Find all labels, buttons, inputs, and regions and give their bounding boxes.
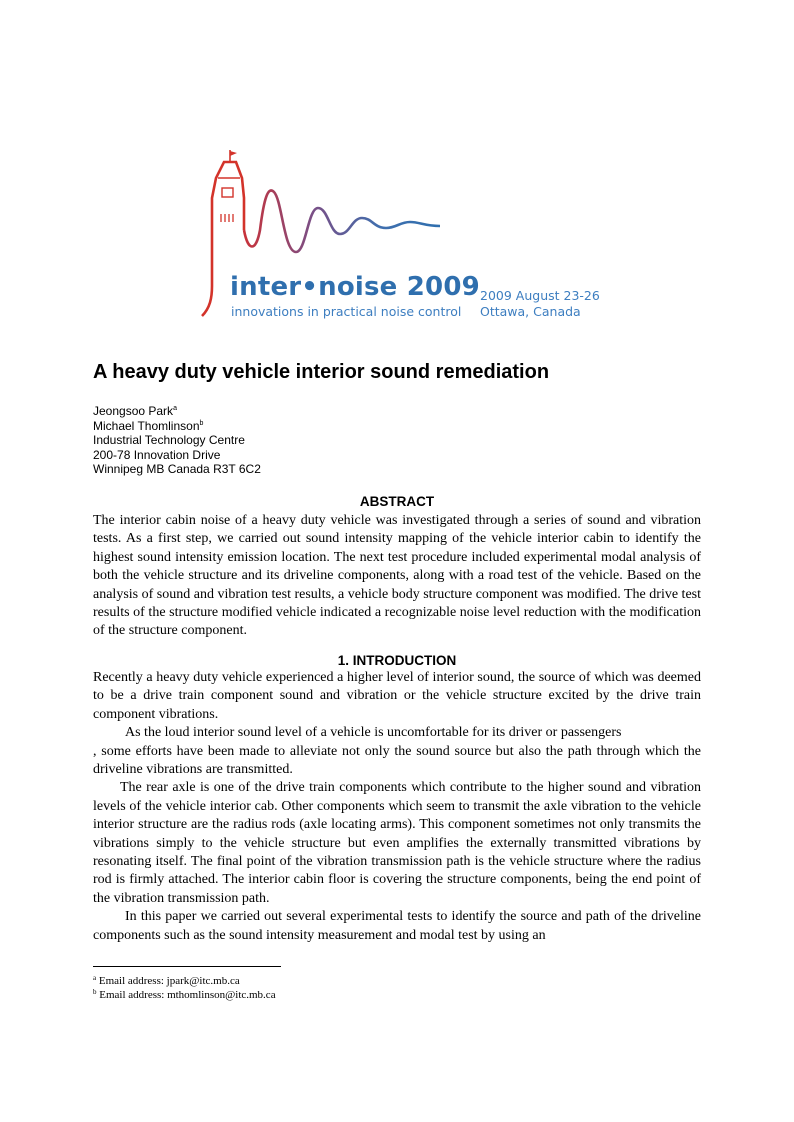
abstract-paragraph: The interior cabin noise of a heavy duty vehicle was investigated through a series of sound and vibration tests. As a first step, we carried out sound intensity mapping of the vehicle interior cabin to identify the highest sound intensity emission location. The next test procedure included experimental modal analysis of both the vehicle structure and its driveline components, along with a road test of the vehicle. Based on the analysis of sound and vibration test results, a vehicle body structure component was modified. The drive test results of the structure modified vehicle indicated a recognizable noise level reduction with the modification of the structure component. [93, 513, 701, 639]
footnote-mark: b [93, 988, 97, 996]
affiliation-line: Winnipeg MB Canada R3T 6C2 [93, 462, 261, 477]
author-line: Jeongsoo Park$^a$ [93, 404, 177, 418]
conference-tagline: innovations in practical noise control [231, 304, 462, 319]
paper-title: A heavy duty vehicle interior sound remediation [93, 361, 550, 383]
footnote-mark: a [173, 405, 177, 412]
author-block [93, 404, 261, 477]
intro-paragraph-2-lead: As the loud interior sound level of a vehicle is uncomfortable for its driver or passengers [125, 725, 622, 741]
footnotes [93, 974, 276, 1002]
footnote-item: $^b$ Email address: mthomlinson@itc.mb.ca [93, 988, 276, 1001]
intro-paragraph-4: In this paper we carried out several experimental tests to identify the source and path of the driveline components such as the sound intensity measurement and modal test by using an [93, 909, 701, 943]
affiliation-line: 200-78 Innovation Drive [93, 447, 221, 462]
footnote-mark: a [93, 974, 97, 982]
introduction-text [93, 669, 701, 945]
footnote-item: $^a$ Email address: jpark@itc.mb.ca [93, 974, 240, 987]
footnote-rule [93, 966, 281, 967]
abstract-heading: ABSTRACT [359, 494, 435, 509]
introduction-heading: 1. INTRODUCTION [337, 653, 457, 668]
affiliation-line: Industrial Technology Centre [93, 433, 245, 448]
intro-paragraph-2-rest: , some efforts have been made to alleviate not only the sound source but also the path through which the driveline vibrations are transmitted. [93, 743, 701, 778]
abstract-text [93, 512, 701, 641]
conference-place: Ottawa, Canada [480, 304, 581, 319]
conference-wordmark: inter•noise 2009 [230, 272, 480, 302]
intro-paragraph-3: The rear axle is one of the drive train components which contribute to the higher sound and vibration levels of the vehicle interior cab. Other components which seem to transmit the axle vibration to the vehicle interior structure are the radius rods (axle locating arms). This component sometimes not only transmits the vibrations simply to the vehicle structure but even amplifies the externally transmitted vibrations by resonating itself. The final point of the vibration transmission path is the vehicle structure where the radius rod is firmly attached. The interior cabin floor is covering the structure components, being the end point of the vibration transmission path. [93, 780, 701, 906]
intro-paragraph-1: Recently a heavy duty vehicle experienced a higher level of interior sound, the source of which was deemed to be a drive train component sound and vibration or the vehicle structure excited by the drive train component vibrations. [93, 670, 701, 722]
conference-logo [196, 148, 606, 320]
footnote-mark: b [199, 419, 204, 427]
conference-date: 2009 August 23-26 [480, 288, 600, 303]
author-line: Michael Thomlinson$^b$ [93, 418, 204, 433]
